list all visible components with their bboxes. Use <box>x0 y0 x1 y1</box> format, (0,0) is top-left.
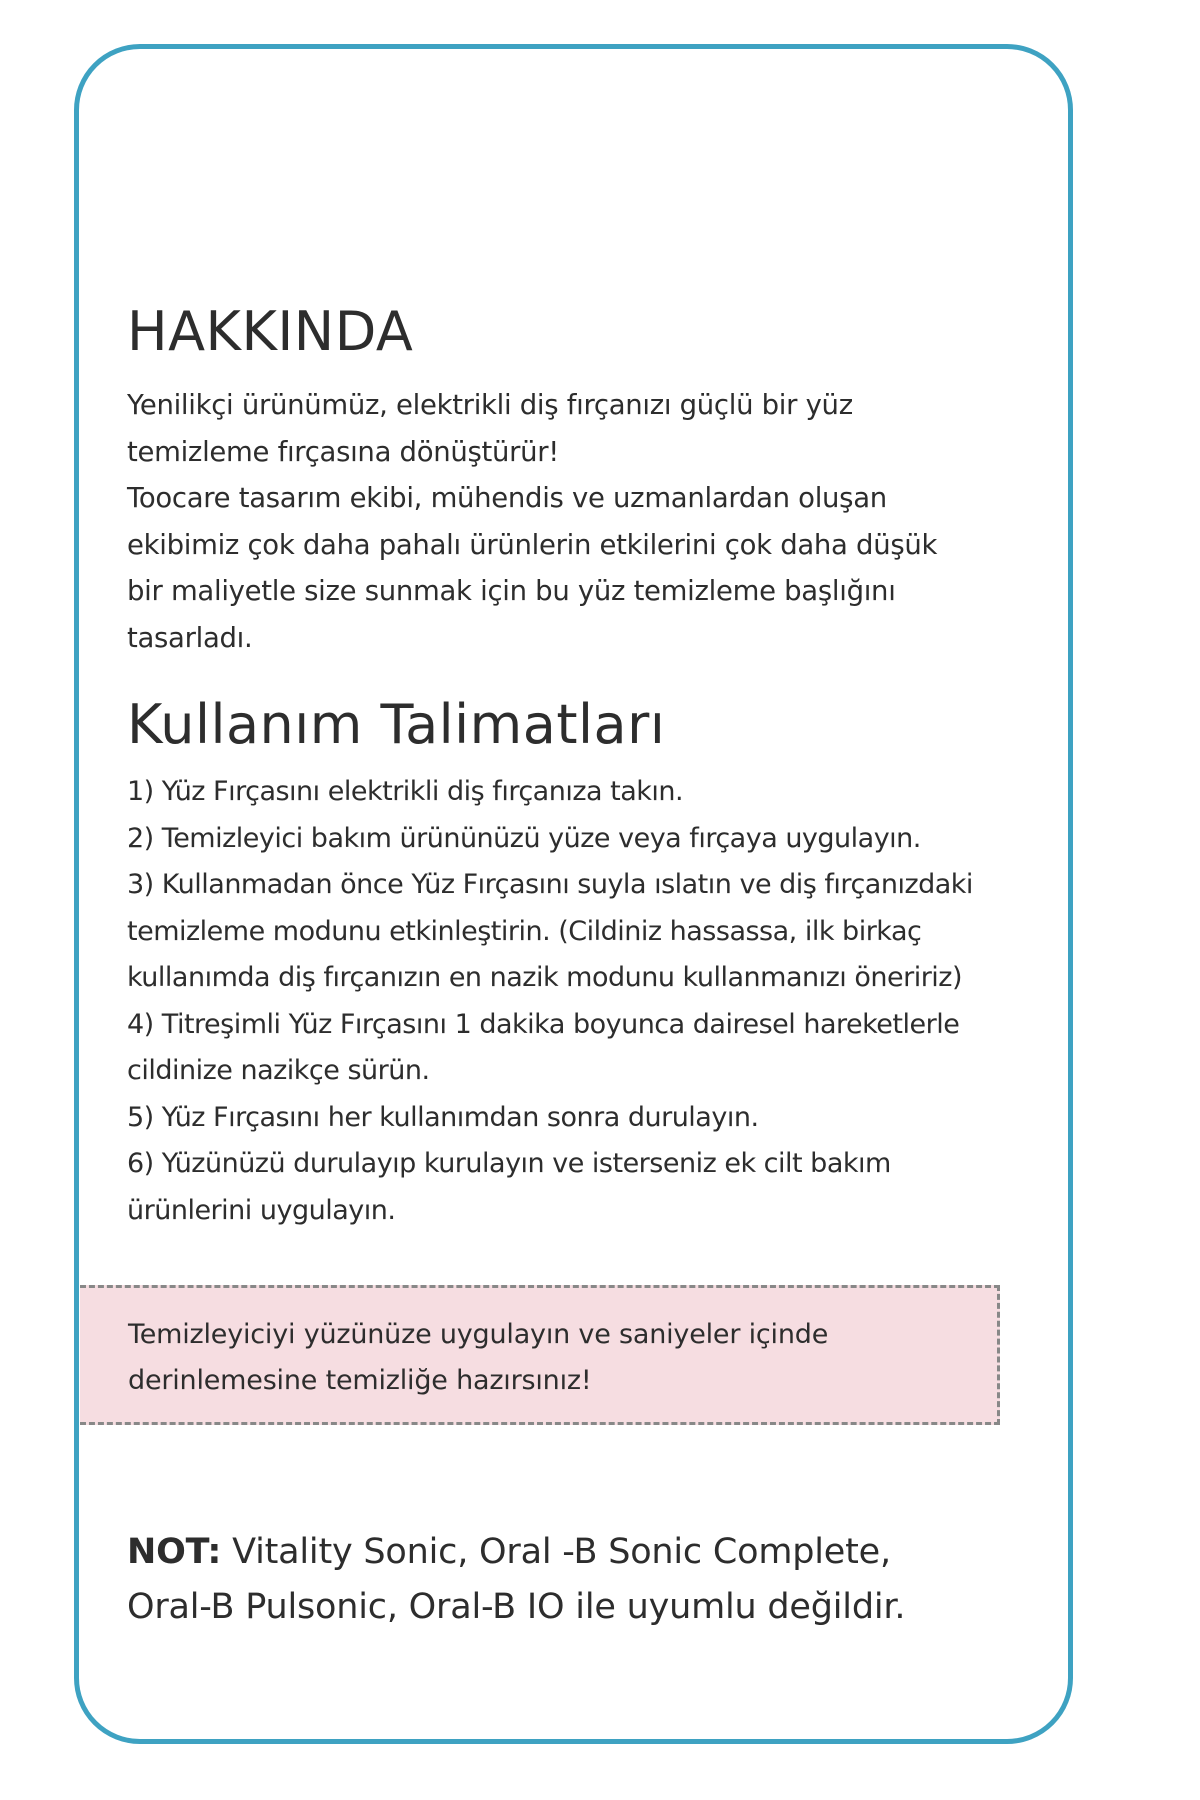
usage-title: Kullanım Talimatları <box>127 693 666 756</box>
note-text-1: Vitality Sonic, Oral -B Sonic Complete, <box>221 1532 891 1572</box>
note-line-2: Oral-B Pulsonic, Oral-B IO ile uyumlu değildir. <box>127 1587 906 1627</box>
usage-step-3 <box>127 862 1027 1002</box>
compatibility-note <box>127 1525 905 1635</box>
about-line: Yenilikçi ürünümüz, elektrikli diş fırçanızı güçlü bir yüz <box>127 389 853 421</box>
usage-line: 1) Yüz Fırçasını elektrikli diş fırçanıza takın. <box>127 776 684 807</box>
usage-step-1 <box>127 769 1027 816</box>
about-line: bir maliyetle size sunmak için bu yüz temizleme başlığını <box>127 575 896 607</box>
usage-line: 6) Yüzünüzü durulayıp kurulayın ve isterseniz ek cilt bakım <box>127 1148 891 1179</box>
about-paragraph <box>127 382 1027 661</box>
usage-line: 2) Temizleyici bakım ürününüzü yüze veya fırçaya uygulayın. <box>127 822 921 854</box>
usage-step-6 <box>127 1141 1027 1234</box>
usage-step-4 <box>127 1002 1027 1095</box>
usage-line: cildinize nazikçe sürün. <box>127 1055 430 1086</box>
usage-step-5 <box>127 1095 1027 1142</box>
usage-line: temizleme modunu etkinleştirin. (Cildiniz hassassa, ilk birkaç <box>127 915 922 947</box>
note-line-1 <box>127 1525 905 1580</box>
usage-line: kullanımda diş fırçanızın en nazik modunu kullanmanızı öneririz) <box>127 962 963 993</box>
usage-line: 3) Kullanmadan önce Yüz Fırçasını suyla ıslatın ve diş fırçanızdaki <box>127 869 973 900</box>
usage-line: 4) Titreşimli Yüz Fırçasını 1 dakika boyunca dairesel hareketlerle <box>127 1008 960 1040</box>
tip-text <box>128 1312 828 1404</box>
about-line: Toocare tasarım ekibi, mühendis ve uzmanlardan oluşan <box>127 482 887 514</box>
usage-line: 5) Yüz Fırçasını her kullanımdan sonra durulayın. <box>127 1101 759 1133</box>
about-line: tasarladı. <box>127 621 253 654</box>
usage-line: ürünlerini uygulayın. <box>127 1194 396 1226</box>
tip-callout-box <box>80 1285 1000 1425</box>
about-line: ekibimiz çok daha pahalı ürünlerin etkilerini çok daha düşük <box>127 528 938 561</box>
usage-step-2 <box>127 816 1027 863</box>
tip-line: Temizleyiciyi yüzünüze uygulayın ve saniyeler içinde <box>128 1319 829 1350</box>
note-label: NOT: <box>127 1532 222 1572</box>
about-title: HAKKINDA <box>127 300 414 363</box>
usage-instructions-list <box>127 769 1027 1234</box>
tip-line: derinlemesine temizliğe hazırsınız! <box>128 1365 592 1396</box>
about-line: temizleme fırçasına dönüştürür! <box>127 435 560 468</box>
